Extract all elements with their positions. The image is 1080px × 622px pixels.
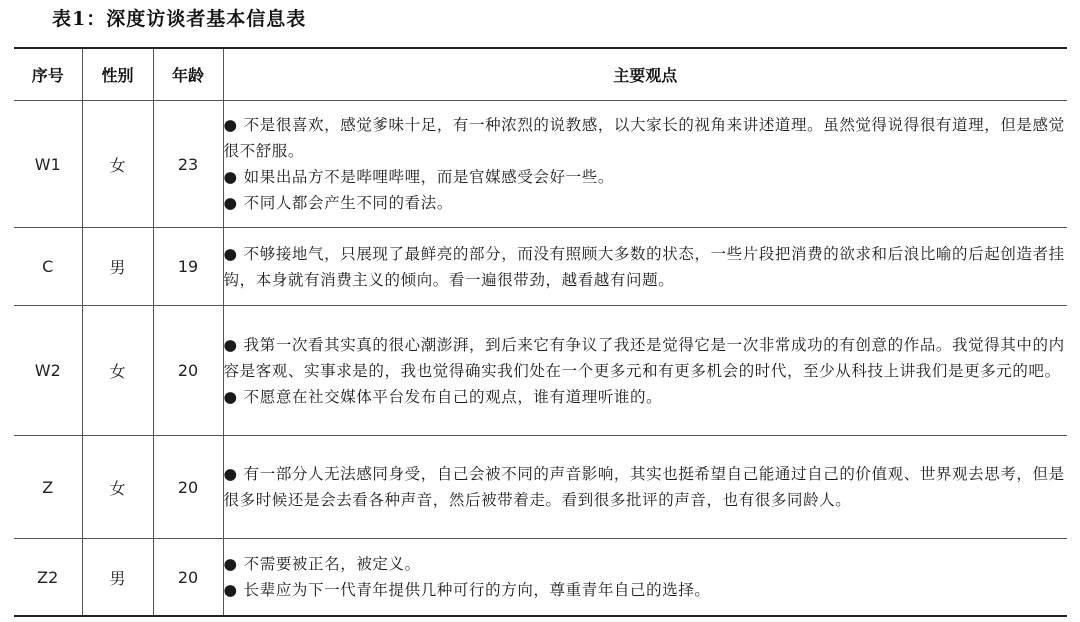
bullet-icon: ● xyxy=(223,465,238,483)
cell-age: 19 xyxy=(153,228,223,306)
table-row xyxy=(14,306,1067,436)
bullet-icon: ● xyxy=(223,168,238,186)
bullet-icon: ● xyxy=(223,244,238,263)
view-point-text: 有一部分人无法感同身受，自己会被不同的声音影响，其实也挺希望自己能通过自己的价值观、世界观去思考，但是很多时候还是会去看各种声音，然后被带着走。看到很多批评的声音，也有很多同龄人。 xyxy=(223,465,1065,509)
table-row xyxy=(14,539,1067,617)
view-point-text: 不同人都会产生不同的看法。 xyxy=(243,194,453,212)
cell-gender: 男 xyxy=(82,539,153,617)
table-header-row xyxy=(14,48,1067,101)
bullet-icon: ● xyxy=(223,387,238,406)
header-gender: 性别 xyxy=(82,48,153,101)
view-point-text: 不需要被正名，被定义。 xyxy=(243,555,421,573)
bullet-icon: ● xyxy=(223,335,238,354)
view-point-text: 不愿意在社交媒体平台发布自己的观点，谁有道理听谁的。 xyxy=(243,387,663,406)
header-id: 序号 xyxy=(14,48,82,101)
view-point xyxy=(224,461,1068,513)
cell-gender: 女 xyxy=(82,436,153,539)
cell-id: Z2 xyxy=(14,539,82,617)
cell-age: 23 xyxy=(153,101,223,228)
bullet-icon: ● xyxy=(223,194,238,212)
view-point-text: 长辈应为下一代青年提供几种可行的方向，尊重青年自己的选择。 xyxy=(243,581,711,599)
view-point-text: 我第一次看其实真的很心潮澎湃，到后来它有争议了我还是觉得它是一次非常成功的有创意的作品。我觉得其中的内容是客观、实事求是的，我也觉得确实我们处在一个更多元和有更多机会的时代，至少从科技上讲我们是更多元的吧。 xyxy=(223,335,1065,380)
view-point xyxy=(224,332,1068,384)
cell-id: W1 xyxy=(14,101,82,228)
interviewee-info-table xyxy=(14,47,1067,617)
cell-views xyxy=(223,539,1067,617)
cell-id: W2 xyxy=(14,306,82,436)
view-point-text: 如果出品方不是哔哩哔哩，而是官媒感受会好一些。 xyxy=(243,168,614,186)
cell-views xyxy=(223,101,1067,228)
view-point xyxy=(224,384,1068,410)
table-row xyxy=(14,436,1067,539)
bullet-icon: ● xyxy=(223,581,238,599)
cell-age: 20 xyxy=(153,539,223,617)
table-caption: 表1：深度访谈者基本信息表 xyxy=(52,8,307,30)
cell-id: Z xyxy=(14,436,82,539)
cell-id: C xyxy=(14,228,82,306)
bullet-icon: ● xyxy=(223,555,238,573)
cell-views xyxy=(223,436,1067,539)
view-point xyxy=(224,577,1068,603)
table-row xyxy=(14,101,1067,228)
cell-gender: 女 xyxy=(82,306,153,436)
view-point xyxy=(224,551,1068,577)
cell-age: 20 xyxy=(153,306,223,436)
view-point xyxy=(224,241,1068,293)
view-point xyxy=(224,112,1068,164)
cell-views xyxy=(223,228,1067,306)
view-point-text: 不够接地气，只展现了最鲜亮的部分，而没有照顾大多数的状态，一些片段把消费的欲求和后浪比喻的后起创造者挂钩，本身就有消费主义的倾向。看一遍很带劲，越看越有问题。 xyxy=(223,244,1065,289)
view-point xyxy=(224,190,1068,216)
header-age: 年龄 xyxy=(153,48,223,101)
cell-gender: 男 xyxy=(82,228,153,306)
bullet-icon: ● xyxy=(223,116,238,134)
table-row xyxy=(14,228,1067,306)
cell-gender: 女 xyxy=(82,101,153,228)
cell-views xyxy=(223,306,1067,436)
header-views: 主要观点 xyxy=(223,48,1067,101)
view-point xyxy=(224,164,1068,190)
cell-age: 20 xyxy=(153,436,223,539)
view-point-text: 不是很喜欢，感觉爹味十足，有一种浓烈的说教感，以大家长的视角来讲述道理。虽然觉得说得很有道理，但是感觉很不舒服。 xyxy=(223,116,1065,160)
